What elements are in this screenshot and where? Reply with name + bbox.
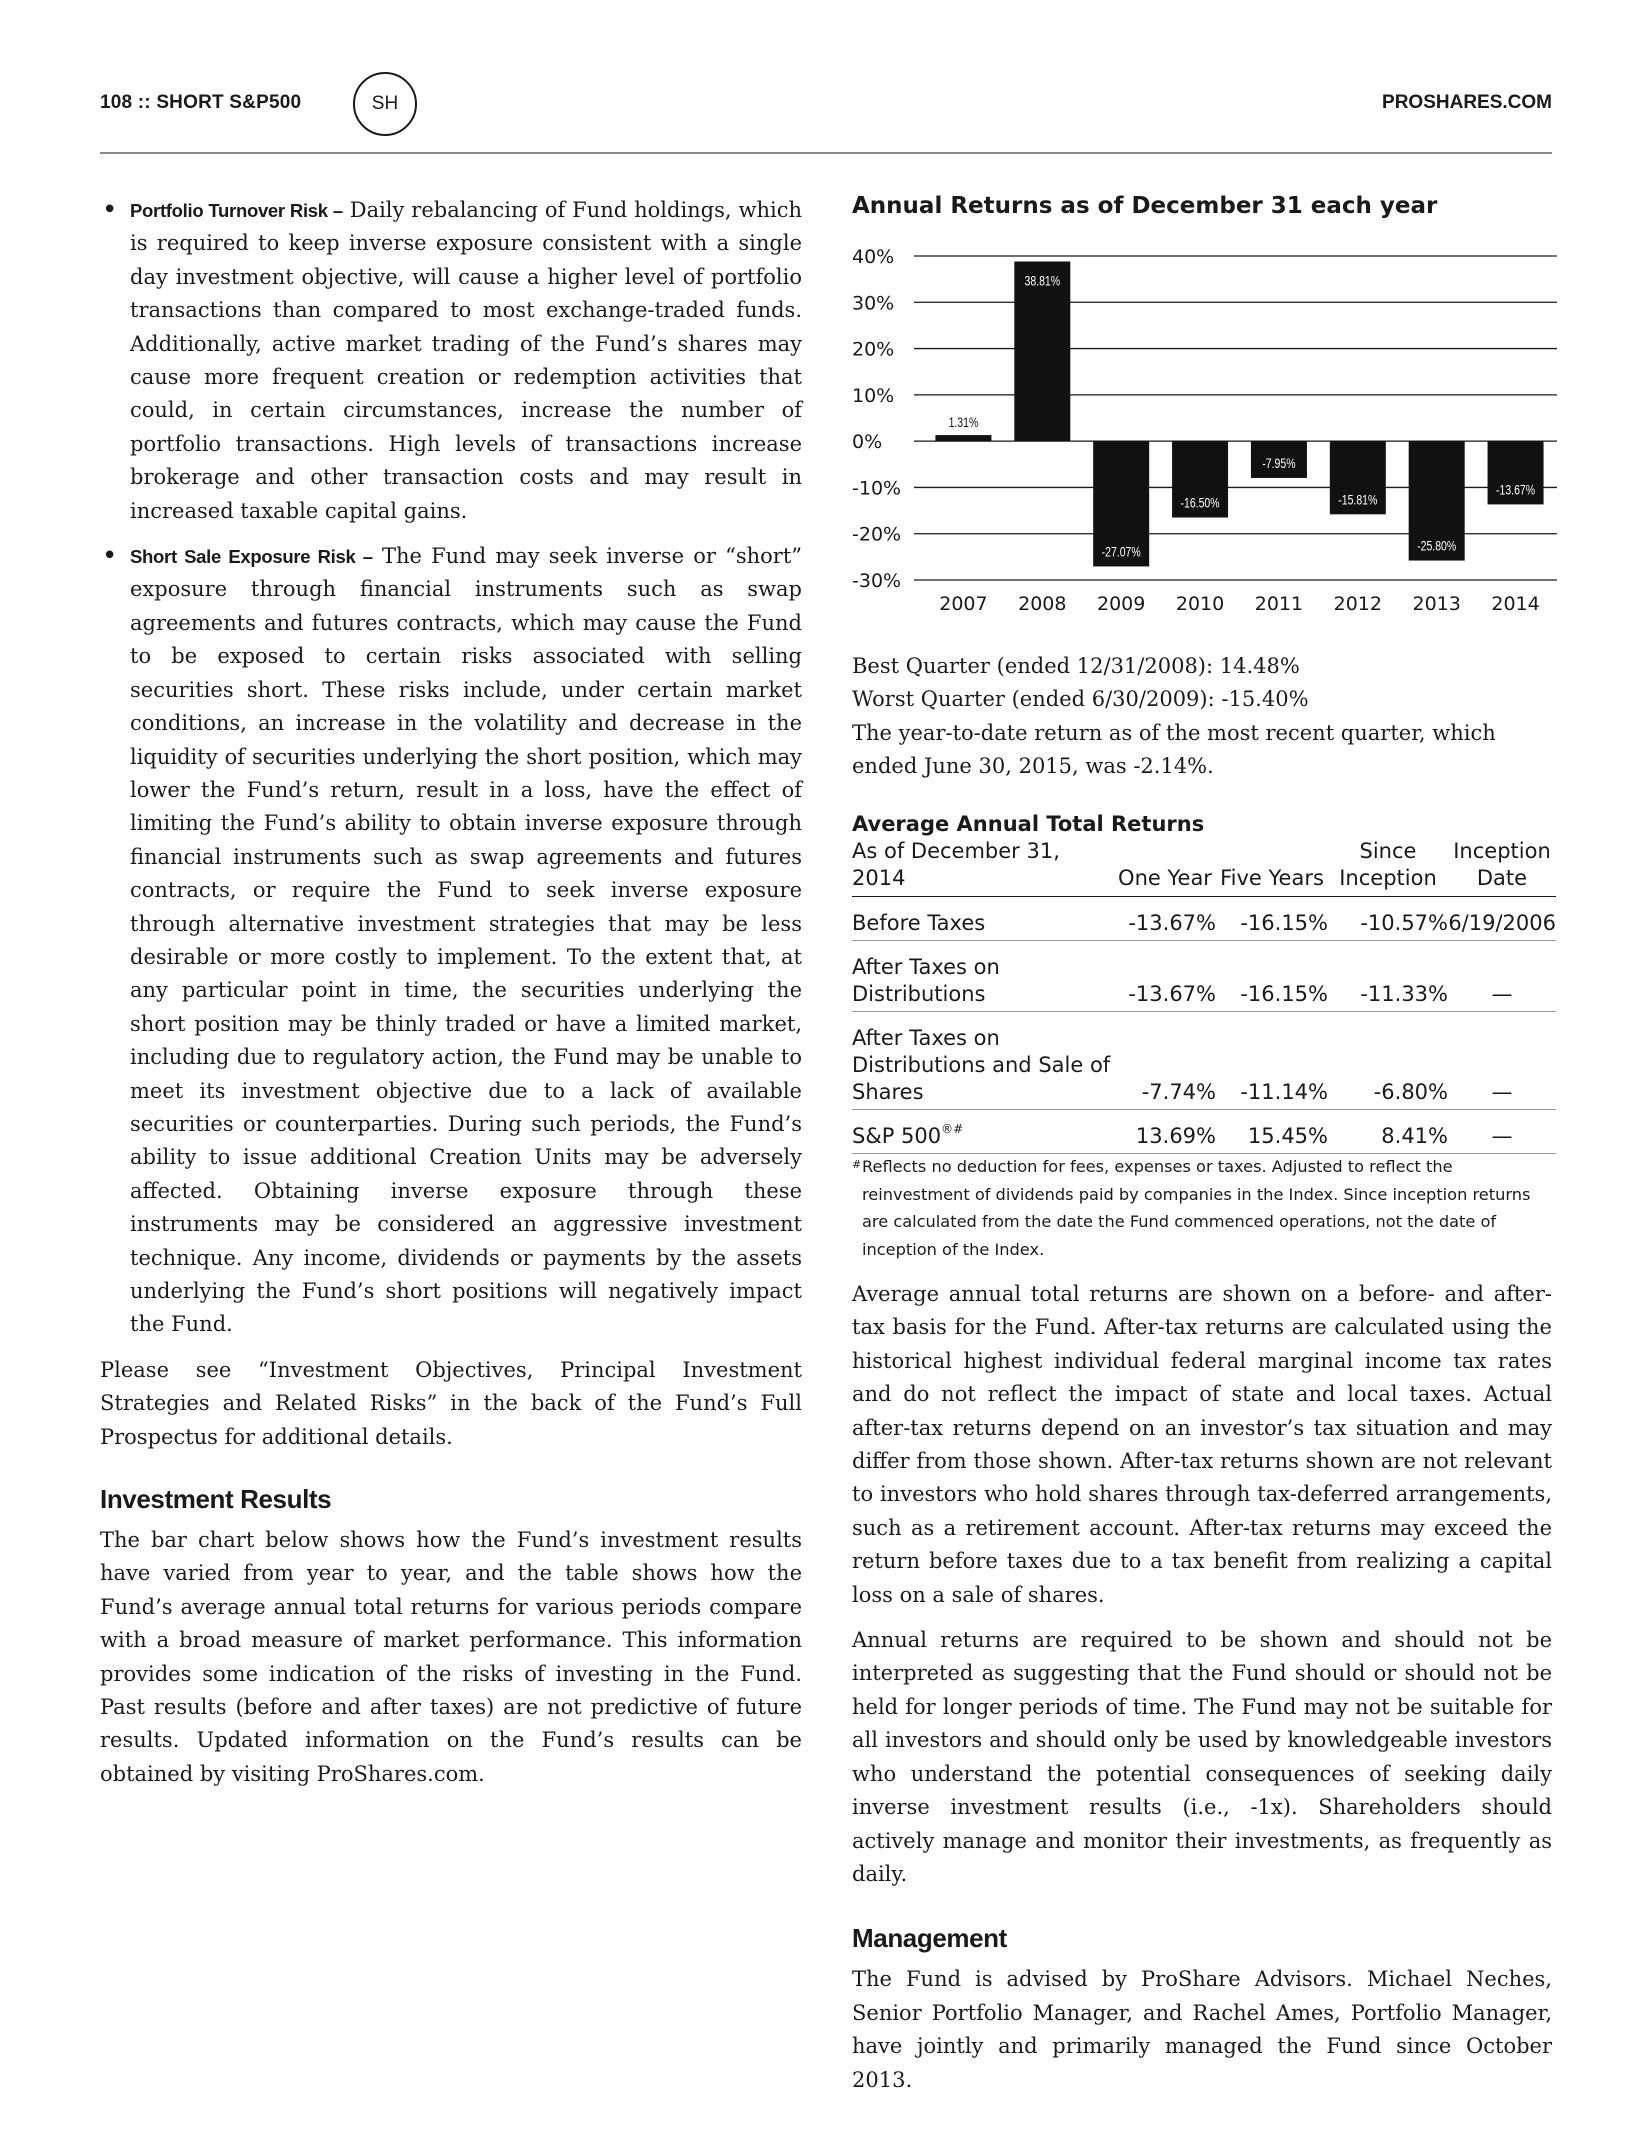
y-tick-label: 0% bbox=[852, 431, 883, 454]
portfolio-turnover-risk bbox=[100, 194, 802, 528]
management-paragraph: The Fund is advised by ProShare Advisors. Michael Neches, Senior Portfolio Manager, and Rachel Ames, Portfolio Manager, have jointly and primarily managed the Fund since October 2013. bbox=[852, 1967, 1552, 2092]
x-tick-label: 2010 bbox=[1175, 593, 1225, 615]
since-inception-value: -11.33% bbox=[1328, 941, 1448, 1012]
table-header-row bbox=[852, 838, 1556, 897]
x-tick-label: 2007 bbox=[939, 593, 988, 615]
quarter-returns bbox=[852, 650, 1552, 784]
column-header: Since Inception bbox=[1328, 838, 1448, 897]
x-tick-label: 2013 bbox=[1412, 593, 1461, 615]
row-label: After Taxes on Distributions and Sale of Shares bbox=[852, 1012, 1114, 1110]
data-label: 1.31% bbox=[948, 414, 979, 431]
x-tick-label: 2012 bbox=[1333, 593, 1382, 615]
y-tick-label: -30% bbox=[852, 570, 902, 592]
risk-text: Daily rebalancing of Fund holdings, which is required to keep inverse exposure consistent with a single day investment objective, will cause a higher level of portfolio transactions than compared to most exchange-traded funds. Additionally, active market trading of the Fund’s shares may cause more frequent creation or redemption activities that could, in certain circumstances, increase the number of portfolio transactions. High levels of transactions increase brokerage and other transaction costs and may result in increased taxable capital gains. bbox=[130, 198, 802, 523]
column-header: Inception Date bbox=[1448, 838, 1556, 897]
after-tax-paragraph: Average annual total returns are shown on a before- and after-tax basis for the Fund. After-tax returns are calculated using the historical highest individual federal marginal income tax rates and do not reflect the impact of state and local taxes. Actual after-tax returns depend on an investor’s tax situation and may differ from those shown. After-tax returns shown are not relevant to investors who hold shares through tax-deferred arrangements, such as a retirement account. After-tax returns may exceed the return before taxes due to a tax benefit from realizing a capital loss on a sale of shares. bbox=[852, 1282, 1552, 1607]
row-label: Before Taxes bbox=[852, 897, 1114, 941]
five-year-value: 15.45% bbox=[1216, 1110, 1328, 1154]
chart-title: Annual Returns as of December 31 each year bbox=[852, 193, 1438, 219]
since-inception-value: -6.80% bbox=[1328, 1012, 1448, 1110]
column-header: As of December 31, 2014 bbox=[852, 838, 1114, 897]
risk-title: Portfolio Turnover Risk – bbox=[130, 200, 343, 221]
data-label: -25.80% bbox=[1417, 538, 1457, 554]
table-row bbox=[852, 1012, 1556, 1110]
fund-ticker-badge: SH bbox=[353, 72, 417, 136]
average-annual-returns-table bbox=[852, 838, 1556, 1154]
inception-date-value: — bbox=[1448, 1012, 1556, 1110]
inception-date-value: — bbox=[1448, 941, 1556, 1012]
returns-table-title: Average Annual Total Returns bbox=[852, 812, 1205, 836]
risk-text: The Fund may seek inverse or “short” exposure through financial instruments such as swap agreements and futures contracts, which may cause the Fund to be exposed to certain risks associated with selling securities short. These risks include, under certain market conditions, an increase in the volatility and decrease in the liquidity of securities underlying the short position, which may lower the Fund’s return, result in a loss, have the effect of limiting the Fund’s ability to obtain inverse exposure through financial instruments such as swap agreements and futures contracts, or require the Fund to seek inverse exposure through alternative investment strategies that may be less desirable or more costly to implement. To the extent that, at any particular point in time, the securities underlying the short position may be thinly traded or have a limited market, including due to regulatory action, the Fund may be unable to meet its investment objective due to a lack of available securities or counterparties. During such periods, the Fund’s ability to issue additional Creation Units may be adversely affected. Obtaining inverse exposure through these instruments may be considered an aggressive investment technique. Any income, dividends or payments by the assets underlying the Fund’s short positions will negatively impact the Fund. bbox=[130, 544, 802, 1337]
investment-results-paragraph: The bar chart below shows how the Fund’s investment results have varied from year to year, and the table shows how the Fund’s average annual total returns for various periods compare with a broad measure of market performance. This information provides some indication of the risks of investing in the Fund. Past results (before and after taxes) are not predictive of future results. Updated information on the Fund’s results can be obtained by visiting ProShares.com. bbox=[100, 1528, 802, 1786]
index-superscript: ®# bbox=[941, 1122, 964, 1136]
one-year-value: -13.67% bbox=[1114, 897, 1216, 941]
data-label: -15.81% bbox=[1338, 491, 1378, 508]
five-year-value: -16.15% bbox=[1216, 897, 1328, 941]
footnote-text: Reflects no deduction for fees, expenses or taxes. Adjusted to reflect the reinvestment of dividends paid by companies in the Index. Since inception returns are calculated from the date the Fund commenced operations, not the date of inception of the Index. bbox=[862, 1157, 1531, 1259]
y-tick-label: 40% bbox=[852, 246, 895, 268]
since-inception-value: 8.41% bbox=[1328, 1110, 1448, 1154]
row-label bbox=[852, 1110, 1114, 1154]
investment-results-heading: Investment Results bbox=[100, 1484, 332, 1515]
y-tick-label: -20% bbox=[852, 523, 902, 546]
short-sale-exposure-risk bbox=[100, 540, 802, 1342]
bar-2007 bbox=[935, 435, 991, 441]
x-tick-label: 2009 bbox=[1097, 593, 1146, 615]
y-tick-label: 20% bbox=[852, 338, 895, 361]
y-tick-label: -10% bbox=[852, 477, 902, 500]
worst-quarter: Worst Quarter (ended 6/30/2009): -15.40% bbox=[852, 687, 1309, 712]
ytd-return: The year-to-date return as of the most recent quarter, which ended June 30, 2015, was -2.14%. bbox=[852, 720, 1496, 779]
please-see-paragraph: Please see “Investment Objectives, Principal Investment Strategies and Related Risks” in the back of the Fund’s Full Prospectus for additional details. bbox=[100, 1357, 802, 1449]
table-row bbox=[852, 897, 1556, 941]
data-label: 38.81% bbox=[1024, 273, 1061, 289]
five-year-value: -11.14% bbox=[1216, 1012, 1328, 1110]
header-divider bbox=[100, 152, 1552, 154]
one-year-value: -13.67% bbox=[1114, 941, 1216, 1012]
best-quarter: Best Quarter (ended 12/31/2008): 14.48% bbox=[852, 654, 1300, 678]
one-year-value: -7.74% bbox=[1114, 1012, 1216, 1110]
table-footnote bbox=[852, 1153, 1552, 1263]
column-header: Five Years bbox=[1216, 838, 1328, 897]
table-row bbox=[852, 1110, 1556, 1154]
site-url: PROSHARES.COM bbox=[1382, 92, 1552, 113]
one-year-value: 13.69% bbox=[1114, 1110, 1216, 1154]
x-tick-label: 2008 bbox=[1018, 593, 1067, 615]
data-label: -7.95% bbox=[1262, 455, 1296, 472]
column-header: One Year bbox=[1114, 838, 1216, 897]
data-label: -13.67% bbox=[1496, 481, 1536, 498]
x-tick-label: 2011 bbox=[1254, 593, 1304, 615]
footnote-mark: # bbox=[852, 1158, 862, 1171]
management-heading: Management bbox=[852, 1923, 1007, 1954]
page-header-title: 108 :: SHORT S&P500 bbox=[100, 92, 302, 113]
row-label: After Taxes on Distributions bbox=[852, 941, 1114, 1012]
data-label: -16.50% bbox=[1180, 495, 1220, 511]
inception-date-value: — bbox=[1448, 1110, 1556, 1154]
annual-returns-paragraph: Annual returns are required to be shown and should not be interpreted as suggesting that the Fund should or should not be held for longer periods of time. The Fund may not be suitable for all investors and should only be used by knowledgeable investors who understand the potential consequences of seeking daily inverse investment results (i.e., -1x). Shareholders should actively manage and monitor their investments, as frequently as daily. bbox=[852, 1628, 1552, 1886]
inception-date-value: 6/19/2006 bbox=[1448, 897, 1556, 941]
table-row bbox=[852, 941, 1556, 1012]
data-label: -27.07% bbox=[1101, 543, 1141, 560]
risk-title: Short Sale Exposure Risk – bbox=[130, 546, 373, 568]
annual-returns-bar-chart bbox=[852, 232, 1562, 622]
y-tick-label: 10% bbox=[852, 384, 895, 407]
x-tick-label: 2014 bbox=[1491, 593, 1540, 615]
index-name: S&P 500 bbox=[852, 1124, 942, 1148]
y-tick-label: 30% bbox=[852, 292, 895, 315]
right-column-text bbox=[852, 1278, 1552, 2097]
left-column bbox=[100, 194, 802, 1791]
five-year-value: -16.15% bbox=[1216, 941, 1328, 1012]
since-inception-value: -10.57% bbox=[1328, 897, 1448, 941]
